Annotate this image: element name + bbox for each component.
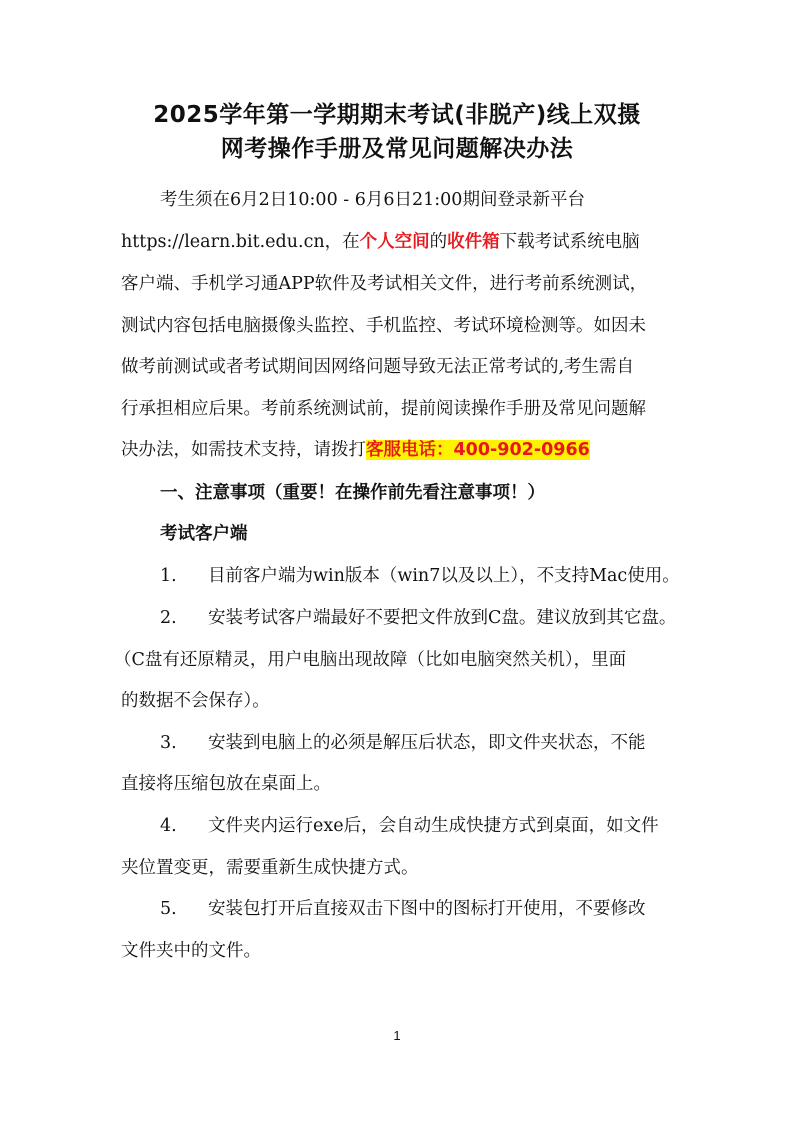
intro-line-3: 客户端、手机学习通APP软件及考试相关文件，进行考前系统测试， (121, 274, 648, 294)
list-item-text: 安装到电脑上的必须是解压后状态，即文件夹状态，不能 (208, 733, 646, 753)
list-item-number: 1. (160, 566, 177, 586)
list-item-continuation: 文件夹中的文件。 (121, 941, 261, 961)
list-item-number: 5. (160, 899, 177, 919)
page-number: 1 (393, 1028, 401, 1043)
list-item-continuation: 的数据不会保存）。 (121, 691, 270, 711)
list-item-number: 4. (160, 816, 177, 836)
intro-text: 的 (429, 232, 448, 252)
document-title-line2: 网考操作手册及常见问题解决办法 (220, 136, 574, 162)
list-item-text: 目前客户端为win版本（win7以及以上），不支持Mac使用。 (208, 566, 680, 586)
list-item (160, 813, 659, 839)
list-item (160, 563, 680, 589)
intro-line-6: 行承担相应后果。考前系统测试前，提前阅读操作手册及常见问题解 (121, 399, 646, 419)
support-phone-number: 400-902-0966 (453, 440, 590, 460)
section-subheading: 考试客户端 (160, 524, 248, 544)
intro-text: ，在 (324, 232, 360, 252)
intro-line-2 (121, 229, 640, 255)
list-item (160, 896, 646, 922)
list-item-continuation: 直接将压缩包放在桌面上。 (121, 774, 331, 794)
section-heading: 一、注意事项（重要！在操作前先看注意事项！） (160, 483, 545, 503)
inbox-highlight: 收件箱 (447, 232, 500, 252)
document-title-line1: 2025学年第一学期期末考试(非脱产)线上双摄 (153, 102, 641, 128)
intro-text: 下载考试系统电脑 (499, 232, 640, 252)
intro-text: 决办法，如需技术支持，请拨打 (121, 440, 366, 460)
list-item-text: 安装考试客户端最好不要把文件放到C盘。建议放到其它盘。 (208, 608, 677, 628)
intro-line-5: 做考前测试或者考试期间因网络问题导致无法正常考试的,考生需自 (121, 357, 635, 377)
personal-space-highlight: 个人空间 (359, 232, 430, 252)
intro-line-4: 测试内容包括电脑摄像头监控、手机监控、考试环境检测等。如因未 (121, 316, 646, 336)
list-item-number: 2. (160, 608, 177, 628)
list-item-continuation: （C盘有还原精灵，用户电脑出现故障（比如电脑突然关机），里面 (114, 650, 627, 670)
list-item (160, 605, 676, 631)
intro-line-1: 考生须在6月2日10:00 - 6月6日21:00期间登录新平台 (160, 190, 585, 210)
list-item-text: 安装包打开后直接双击下图中的图标打开使用，不要修改 (208, 899, 646, 919)
list-item (160, 730, 646, 756)
intro-line-7 (121, 437, 590, 463)
support-phone-label: 客服电话： (366, 440, 454, 460)
list-item-continuation: 夹位置变更，需要重新生成快捷方式。 (121, 858, 419, 878)
platform-url: https://learn.bit.edu.cn (121, 232, 325, 252)
list-item-text: 文件夹内运行exe后，会自动生成快捷方式到桌面，如文件 (208, 816, 659, 836)
list-item-number: 3. (160, 733, 177, 753)
